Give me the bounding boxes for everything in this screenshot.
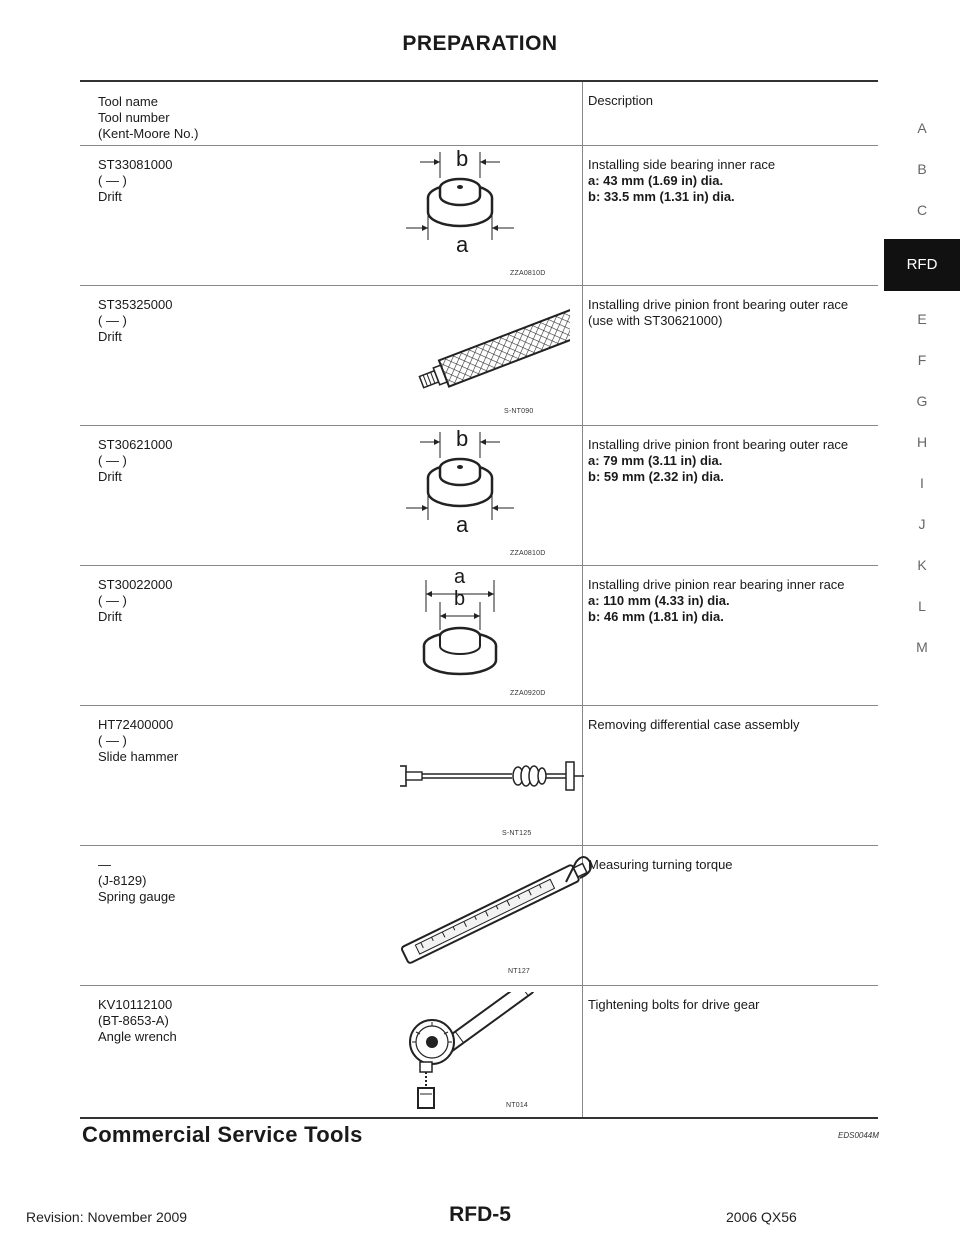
cup-drift-icon bbox=[400, 566, 560, 700]
table-row bbox=[80, 986, 878, 1117]
tool-name: Drift bbox=[98, 469, 122, 484]
dimension-spec: a: 43 mm (1.69 in) dia. bbox=[588, 173, 724, 188]
tool-number: ST30022000 bbox=[98, 577, 173, 592]
kent-moore-number: ( — ) bbox=[98, 313, 127, 328]
dimension-label: a bbox=[456, 232, 469, 257]
kent-moore-number: ( — ) bbox=[98, 173, 127, 188]
header-description bbox=[588, 93, 874, 109]
column-divider bbox=[582, 426, 583, 565]
tool-name: Slide hammer bbox=[98, 749, 179, 764]
figure-code: ZZA0810D bbox=[510, 270, 546, 277]
dimension-spec: b: 33.5 mm (1.31 in) dia. bbox=[588, 189, 735, 204]
tool-id-cell bbox=[98, 577, 398, 625]
tool-id-cell bbox=[98, 857, 398, 905]
column-divider bbox=[582, 146, 583, 285]
stepped-drift-icon bbox=[400, 146, 560, 280]
figure-code: ZZA0920D bbox=[510, 690, 546, 697]
tool-id-cell bbox=[98, 157, 398, 205]
description-text: Installing side bearing inner race bbox=[588, 157, 776, 172]
kent-moore-number: ( — ) bbox=[98, 453, 127, 468]
header-line: Tool name bbox=[98, 94, 158, 109]
description-cell bbox=[588, 857, 874, 873]
section-tab-l[interactable]: L bbox=[918, 598, 926, 614]
section-tab-c[interactable]: C bbox=[916, 202, 928, 218]
tool-table bbox=[80, 80, 878, 1119]
table-row bbox=[80, 146, 878, 286]
dimension-spec: a: 110 mm (4.33 in) dia. bbox=[588, 593, 730, 608]
tool-id-cell bbox=[98, 437, 398, 485]
tool-id-cell bbox=[98, 717, 398, 765]
table-row bbox=[80, 286, 878, 426]
dimension-spec: b: 59 mm (2.32 in) dia. bbox=[588, 469, 724, 484]
section-heading: Commercial Service Tools bbox=[82, 1122, 363, 1147]
tool-name: Drift bbox=[98, 329, 122, 344]
tool-name: Drift bbox=[98, 189, 122, 204]
section-tab-e[interactable]: E bbox=[917, 311, 927, 327]
description-cell bbox=[588, 577, 874, 625]
figure-code: NT127 bbox=[508, 968, 531, 975]
section-tab-i[interactable]: I bbox=[920, 475, 924, 491]
column-divider bbox=[582, 986, 583, 1117]
tool-number: — bbox=[98, 857, 111, 872]
description-text: Installing drive pinion front bearing outer race bbox=[588, 297, 849, 312]
tool-id-cell bbox=[98, 997, 398, 1045]
tool-number: ST30621000 bbox=[98, 437, 173, 452]
tool-id-cell bbox=[98, 297, 398, 345]
dimension-label: a bbox=[456, 512, 469, 537]
section-tab-g[interactable]: G bbox=[916, 393, 928, 409]
section-tab-b[interactable]: B bbox=[917, 161, 927, 177]
dimension-label: b bbox=[456, 146, 469, 171]
section-code: EDS0044M bbox=[838, 1131, 879, 1140]
table-row bbox=[80, 566, 878, 706]
description-cell bbox=[588, 157, 874, 205]
dimension-label: b bbox=[454, 588, 466, 610]
description-text: Removing differential case assembly bbox=[588, 717, 800, 732]
column-divider bbox=[582, 286, 583, 425]
kent-moore-number: ( — ) bbox=[98, 733, 127, 748]
section-tab-j[interactable]: J bbox=[918, 516, 926, 532]
spring-gauge-icon bbox=[400, 852, 560, 980]
section-tab-m[interactable]: M bbox=[916, 639, 928, 655]
footer-page-number: RFD-5 bbox=[449, 1203, 511, 1226]
section-tab-k[interactable]: K bbox=[917, 557, 927, 573]
figure-code: S-NT125 bbox=[502, 830, 532, 837]
description-text: Measuring turning torque bbox=[588, 857, 733, 872]
dimension-label: b bbox=[456, 426, 469, 451]
section-tab-h[interactable]: H bbox=[916, 434, 928, 450]
kent-moore-number: ( — ) bbox=[98, 593, 127, 608]
dimension-spec: a: 79 mm (3.11 in) dia. bbox=[588, 453, 723, 468]
page-title: PREPARATION bbox=[402, 32, 558, 55]
description-text: Tightening bolts for drive gear bbox=[588, 997, 760, 1012]
tool-number: ST33081000 bbox=[98, 157, 173, 172]
table-row bbox=[80, 846, 878, 986]
table-row bbox=[80, 426, 878, 566]
slide-hammer-icon bbox=[400, 712, 560, 840]
tool-name: Drift bbox=[98, 609, 122, 624]
header-line: Description bbox=[588, 93, 654, 108]
tool-name: Spring gauge bbox=[98, 889, 176, 904]
tool-name: Angle wrench bbox=[98, 1029, 177, 1044]
section-tab-a[interactable]: A bbox=[917, 120, 927, 136]
column-divider bbox=[582, 82, 583, 145]
angle-wrench-icon bbox=[400, 992, 560, 1120]
knurled-drift-icon bbox=[400, 292, 560, 420]
section-tab-f[interactable]: F bbox=[917, 352, 927, 368]
header-tool-name bbox=[98, 94, 398, 142]
footer-model: 2006 QX56 bbox=[726, 1209, 797, 1225]
section-index bbox=[884, 108, 960, 668]
kent-moore-number: (J-8129) bbox=[98, 873, 147, 888]
description-cell bbox=[588, 717, 874, 733]
description-text: Installing drive pinion front bearing outer race bbox=[588, 437, 849, 452]
dimension-spec: b: 46 mm (1.81 in) dia. bbox=[588, 609, 724, 624]
header-line: (Kent-Moore No.) bbox=[98, 126, 199, 141]
column-divider bbox=[582, 566, 583, 705]
tool-number: KV10112100 bbox=[98, 997, 173, 1012]
figure-code: NT014 bbox=[506, 1102, 529, 1109]
description-cell bbox=[588, 437, 874, 485]
description-text: (use with ST30621000) bbox=[588, 313, 723, 328]
figure-code: ZZA0810D bbox=[510, 550, 546, 557]
section-tab-rfd[interactable]: RFD bbox=[884, 239, 960, 291]
footer-revision: Revision: November 2009 bbox=[26, 1209, 188, 1225]
description-cell bbox=[588, 997, 874, 1013]
tool-number: HT72400000 bbox=[98, 717, 174, 732]
description-cell bbox=[588, 297, 874, 329]
figure-code: S-NT090 bbox=[504, 408, 534, 415]
kent-moore-number: (BT-8653-A) bbox=[98, 1013, 169, 1028]
dimension-label: a bbox=[454, 566, 466, 588]
table-header-row bbox=[80, 82, 878, 146]
tool-number: ST35325000 bbox=[98, 297, 173, 312]
description-text: Installing drive pinion rear bearing inner race bbox=[588, 577, 845, 592]
stepped-drift-icon bbox=[400, 426, 560, 560]
table-row bbox=[80, 706, 878, 846]
header-line: Tool number bbox=[98, 110, 170, 125]
